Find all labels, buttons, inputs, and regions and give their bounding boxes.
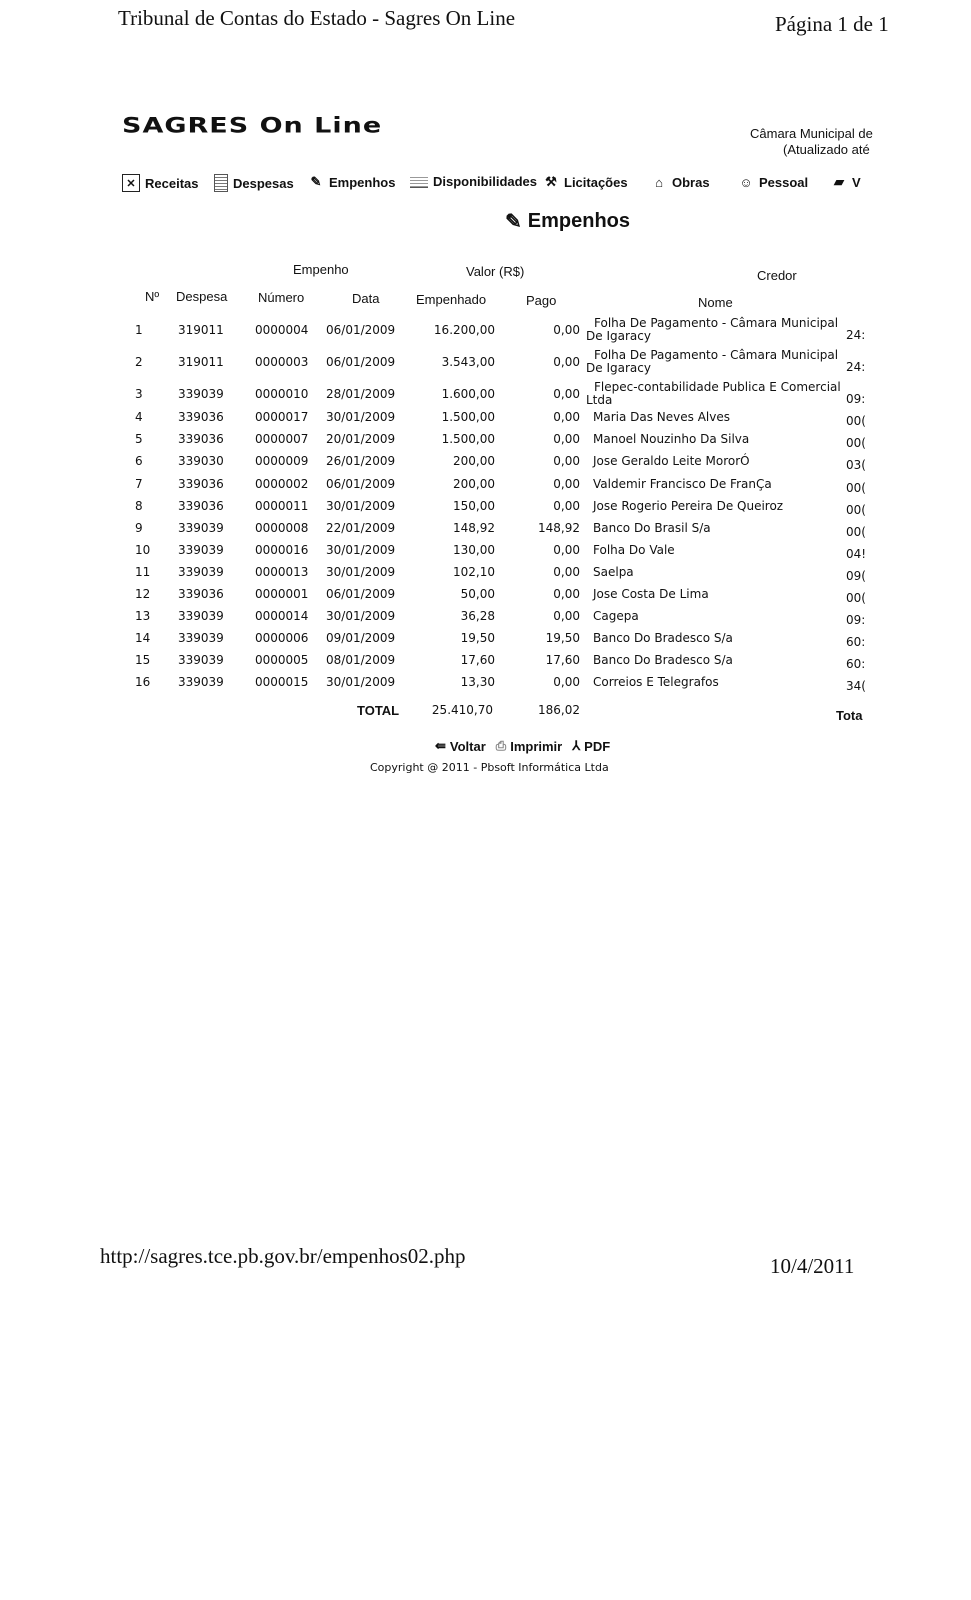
cell-empenhado: 130,00 — [453, 543, 495, 557]
total-empenhado: 25.410,70 — [431, 703, 493, 717]
cell-nome-line: Banco Do Brasil S/a — [593, 521, 711, 535]
nav-despesas[interactable] — [214, 174, 294, 192]
cell-n: 4 — [135, 410, 143, 424]
cell-numero: 0000008 — [255, 521, 309, 535]
cell-numero: 0000001 — [255, 587, 309, 601]
cell-credor-code: 00( — [846, 503, 866, 517]
cell-despesa: 339039 — [178, 609, 224, 623]
cell-pago: 0,00 — [553, 432, 580, 446]
cell-pago: 0,00 — [553, 387, 580, 401]
cell-n: 3 — [135, 387, 143, 401]
pdf-link[interactable] — [572, 738, 610, 754]
cell-n: 1 — [135, 323, 143, 337]
cell-credor-code: 09: — [846, 392, 866, 406]
cell-n: 8 — [135, 499, 143, 513]
cell-pago: 0,00 — [553, 587, 580, 601]
cell-empenhado: 102,10 — [453, 565, 495, 579]
cell-data: 09/01/2009 — [326, 631, 396, 645]
nav-pessoal-label: Pessoal — [759, 174, 809, 190]
cell-nome — [593, 411, 730, 424]
main-nav — [118, 174, 899, 196]
organization-name: Câmara Municipal de — [750, 126, 873, 141]
cell-credor-code: 34( — [846, 679, 866, 693]
cell-n: 10 — [135, 543, 151, 557]
cell-nome — [593, 632, 733, 645]
table-row — [0, 477, 971, 499]
vehicle-icon: ▰ — [834, 174, 844, 189]
table-row — [0, 432, 971, 454]
table-row — [0, 454, 971, 476]
page-title — [505, 209, 630, 234]
nav-despesas-label: Despesas — [233, 175, 294, 191]
cell-nome-line: Folha De Pagamento - Câmara Municipal — [594, 316, 839, 330]
nav-receitas[interactable] — [122, 174, 198, 192]
cell-numero: 0000006 — [255, 631, 309, 645]
cell-despesa: 339039 — [178, 521, 224, 535]
page-title-text: Empenhos — [527, 210, 631, 232]
cell-nome-line: Cagepa — [593, 609, 639, 623]
nav-empenhos[interactable] — [308, 174, 395, 190]
nav-obras[interactable] — [651, 174, 710, 190]
cell-nome — [593, 500, 783, 513]
cell-pago: 0,00 — [553, 454, 580, 468]
cell-n: 12 — [135, 587, 151, 601]
imprimir-label: Imprimir — [510, 738, 563, 754]
cell-data: 26/01/2009 — [326, 454, 396, 468]
cell-nome-line: Jose Rogerio Pereira De Queiroz — [593, 499, 784, 513]
cell-credor-code: 00( — [846, 436, 866, 450]
cell-pago: 148,92 — [538, 521, 580, 535]
ledger-icon — [410, 175, 428, 188]
cell-pago: 0,00 — [553, 477, 580, 491]
cell-empenhado: 3.543,00 — [441, 355, 495, 369]
cell-credor-code: 09( — [846, 569, 866, 583]
cell-nome — [586, 348, 839, 375]
nav-obras-label: Obras — [672, 174, 710, 190]
cell-data: 30/01/2009 — [326, 499, 396, 513]
auction-icon: ⚒ — [545, 174, 557, 189]
cell-pago: 17,60 — [545, 653, 580, 667]
cell-empenhado: 16.200,00 — [433, 323, 495, 337]
cell-empenhado: 1.600,00 — [441, 387, 495, 401]
cell-numero: 0000002 — [255, 477, 309, 491]
table-row — [0, 587, 971, 609]
cell-empenhado: 17,60 — [460, 653, 495, 667]
cell-despesa: 339036 — [178, 587, 224, 601]
nav-licitacoes[interactable] — [543, 174, 628, 190]
cell-nome — [593, 455, 750, 468]
cell-n: 15 — [135, 653, 151, 667]
cell-pago: 0,00 — [553, 499, 580, 513]
cell-data: 06/01/2009 — [326, 477, 396, 491]
cell-n: 9 — [135, 521, 143, 535]
cell-despesa: 339036 — [178, 477, 224, 491]
cell-data: 08/01/2009 — [326, 653, 396, 667]
column-header-numero: Número — [258, 290, 305, 305]
cell-empenhado: 1.500,00 — [441, 432, 495, 446]
cell-nome-line: De Igaracy — [586, 361, 651, 375]
print-header-title: Tribunal de Contas do Estado - Sagres On Line — [118, 6, 516, 30]
cell-nome — [593, 478, 772, 491]
cell-nome-line: Correios E Telegrafos — [593, 675, 719, 689]
cell-nome — [593, 588, 709, 601]
cell-pago: 0,00 — [553, 565, 580, 579]
cell-data: 06/01/2009 — [326, 587, 396, 601]
cell-pago: 0,00 — [553, 355, 580, 369]
cell-despesa: 339036 — [178, 432, 224, 446]
cell-despesa: 319011 — [178, 323, 224, 337]
cell-nome — [586, 316, 839, 343]
table-row — [0, 565, 971, 587]
imprimir-link[interactable] — [496, 738, 562, 754]
cell-data: 06/01/2009 — [326, 355, 396, 369]
cell-nome-line: Saelpa — [593, 565, 634, 579]
cell-credor-code: 00( — [846, 591, 866, 605]
cell-credor-code: 03( — [846, 458, 866, 472]
pdf-label: PDF — [584, 738, 611, 754]
cell-despesa: 339030 — [178, 454, 224, 468]
cell-credor-code: 04! — [846, 547, 867, 561]
column-header-despesa: Despesa — [176, 289, 228, 304]
cell-data: 20/01/2009 — [326, 432, 396, 446]
nav-licitacoes-label: Licitações — [564, 174, 628, 190]
total-right-label: Tota — [836, 708, 863, 723]
cell-despesa: 339039 — [178, 565, 224, 579]
print-page-number: Página 1 de 1 — [775, 12, 889, 36]
cell-credor-code: 00( — [846, 525, 866, 539]
cell-credor-code: 60: — [846, 657, 866, 671]
cell-numero: 0000007 — [255, 432, 309, 446]
cell-despesa: 339039 — [178, 653, 224, 667]
cell-pago: 0,00 — [553, 609, 580, 623]
nav-veiculos[interactable] — [831, 174, 861, 190]
cell-nome — [593, 433, 749, 446]
cell-nome-line: Banco Do Bradesco S/a — [593, 631, 733, 645]
action-bar — [435, 738, 610, 754]
cell-credor-code: 24: — [846, 328, 866, 342]
cell-n: 16 — [135, 675, 151, 689]
column-header-n: Nº — [145, 289, 160, 304]
document-icon — [214, 174, 228, 192]
cell-despesa: 339036 — [178, 410, 224, 424]
cell-nome-line: Jose Geraldo Leite MororÓ — [593, 454, 750, 468]
cell-data: 30/01/2009 — [326, 675, 396, 689]
cell-data: 22/01/2009 — [326, 521, 396, 535]
column-header-empenhado: Empenhado — [416, 292, 487, 307]
cell-numero: 0000014 — [255, 609, 309, 623]
table-row — [0, 675, 971, 697]
cell-n: 2 — [135, 355, 143, 369]
table-row — [0, 521, 971, 543]
cell-nome-line: Folha De Pagamento - Câmara Municipal — [594, 348, 839, 362]
cell-nome-line: Ltda — [586, 393, 613, 407]
group-header-credor: Credor — [757, 268, 797, 283]
group-header-valor: Valor (R$) — [466, 264, 525, 279]
cell-numero: 0000016 — [255, 543, 309, 557]
cell-nome — [593, 522, 711, 535]
nav-veiculos-label: V — [852, 174, 861, 190]
cell-despesa: 339039 — [178, 387, 224, 401]
cell-nome-line: Manoel Nouzinho Da Silva — [593, 432, 750, 446]
group-header-empenho: Empenho — [293, 262, 349, 277]
cell-pago: 0,00 — [553, 410, 580, 424]
construction-icon: ⌂ — [655, 174, 663, 190]
cell-data: 30/01/2009 — [326, 609, 396, 623]
cell-nome-line: Folha Do Vale — [593, 543, 675, 557]
cell-empenhado: 148,92 — [453, 521, 495, 535]
cell-empenhado: 13,30 — [460, 675, 495, 689]
nav-disponibilidades-label: Disponibilidades — [433, 174, 538, 189]
cell-pago: 0,00 — [553, 323, 580, 337]
table-row — [0, 316, 971, 343]
table-row — [0, 609, 971, 631]
back-icon: ⇚ — [435, 738, 446, 753]
nav-receitas-label: Receitas — [145, 175, 199, 191]
printer-icon: ⎙ — [495, 738, 507, 753]
cell-pago: 19,50 — [545, 631, 580, 645]
cell-numero: 0000004 — [255, 323, 309, 337]
cell-data: 06/01/2009 — [326, 323, 396, 337]
cell-despesa: 339039 — [178, 543, 224, 557]
table-row — [0, 380, 971, 407]
cell-empenhado: 1.500,00 — [441, 410, 495, 424]
voltar-label: Voltar — [449, 738, 486, 754]
cell-credor-code: 09: — [846, 613, 866, 627]
cell-empenhado: 200,00 — [453, 477, 495, 491]
print-footer-url: http://sagres.tce.pb.gov.br/empenhos02.php — [100, 1244, 466, 1268]
voltar-link[interactable] — [435, 738, 486, 754]
cell-numero: 0000005 — [255, 653, 309, 667]
cell-n: 7 — [135, 477, 143, 491]
cell-numero: 0000003 — [255, 355, 309, 369]
cell-data: 30/01/2009 — [326, 543, 396, 557]
cell-nome — [593, 610, 639, 623]
copyright: Copyright @ 2011 - Pbsoft Informática Ltda — [370, 761, 609, 774]
cell-nome-line: Valdemir Francisco De FranÇa — [593, 477, 772, 491]
cell-empenhado: 50,00 — [460, 587, 495, 601]
table-row — [0, 348, 971, 375]
cell-nome — [593, 544, 675, 557]
total-label: TOTAL — [357, 703, 400, 718]
cell-numero: 0000011 — [255, 499, 309, 513]
column-header-data: Data — [352, 291, 380, 306]
column-header-nome: Nome — [698, 295, 733, 310]
cell-nome — [593, 676, 719, 689]
cell-n: 14 — [135, 631, 151, 645]
cell-nome-line: De Igaracy — [586, 329, 651, 343]
cell-nome-line: Banco Do Bradesco S/a — [593, 653, 733, 667]
cell-n: 5 — [135, 432, 143, 446]
cell-credor-code: 00( — [846, 481, 866, 495]
cell-nome-line: Jose Costa De Lima — [593, 587, 709, 601]
cell-credor-code: 60: — [846, 635, 866, 649]
cell-nome — [593, 566, 634, 579]
cell-despesa: 339039 — [178, 675, 224, 689]
total-pago: 186,02 — [538, 703, 580, 717]
cell-numero: 0000013 — [255, 565, 309, 579]
table-row — [0, 653, 971, 675]
table-row — [0, 543, 971, 565]
nav-pessoal[interactable] — [738, 174, 808, 190]
table-row — [0, 410, 971, 432]
sagres-logo[interactable]: SAGRES On Line — [122, 114, 383, 139]
cell-pago: 0,00 — [553, 543, 580, 557]
pdf-icon: ⅄ — [572, 738, 581, 753]
cell-empenhado: 19,50 — [460, 631, 495, 645]
cell-data: 28/01/2009 — [326, 387, 396, 401]
cell-despesa: 319011 — [178, 355, 224, 369]
cell-nome — [593, 654, 733, 667]
cell-n: 11 — [135, 565, 151, 579]
cell-credor-code: 00( — [846, 414, 866, 428]
print-footer-date: 10/4/2011 — [770, 1254, 855, 1278]
cell-nome-line: Maria Das Neves Alves — [593, 410, 730, 424]
cell-credor-code: 24: — [846, 360, 866, 374]
cell-numero: 0000009 — [255, 454, 309, 468]
table-row — [0, 631, 971, 653]
people-icon: ☺ — [739, 174, 753, 190]
cell-data: 30/01/2009 — [326, 410, 396, 424]
nav-disponibilidades[interactable] — [410, 174, 537, 189]
cell-n: 6 — [135, 454, 143, 468]
pencil-icon: ✎ — [505, 211, 522, 233]
cell-n: 13 — [135, 609, 151, 623]
cell-pago: 0,00 — [553, 675, 580, 689]
cell-numero: 0000010 — [255, 387, 309, 401]
cell-numero: 0000015 — [255, 675, 309, 689]
cell-despesa: 339039 — [178, 631, 224, 645]
close-box-icon: ✕ — [122, 174, 140, 192]
pencil-icon: ✎ — [310, 174, 322, 189]
cell-empenhado: 200,00 — [453, 454, 495, 468]
nav-empenhos-label: Empenhos — [329, 174, 396, 190]
cell-data: 30/01/2009 — [326, 565, 396, 579]
column-header-pago: Pago — [526, 293, 557, 308]
cell-numero: 0000017 — [255, 410, 309, 424]
cell-nome — [586, 380, 841, 407]
cell-empenhado: 150,00 — [453, 499, 495, 513]
cell-empenhado: 36,28 — [460, 609, 495, 623]
table-row — [0, 499, 971, 521]
updated-until: (Atualizado até — [783, 142, 870, 157]
cell-nome-line: Flepec-contabilidade Publica E Comercial — [594, 380, 841, 394]
cell-despesa: 339036 — [178, 499, 224, 513]
